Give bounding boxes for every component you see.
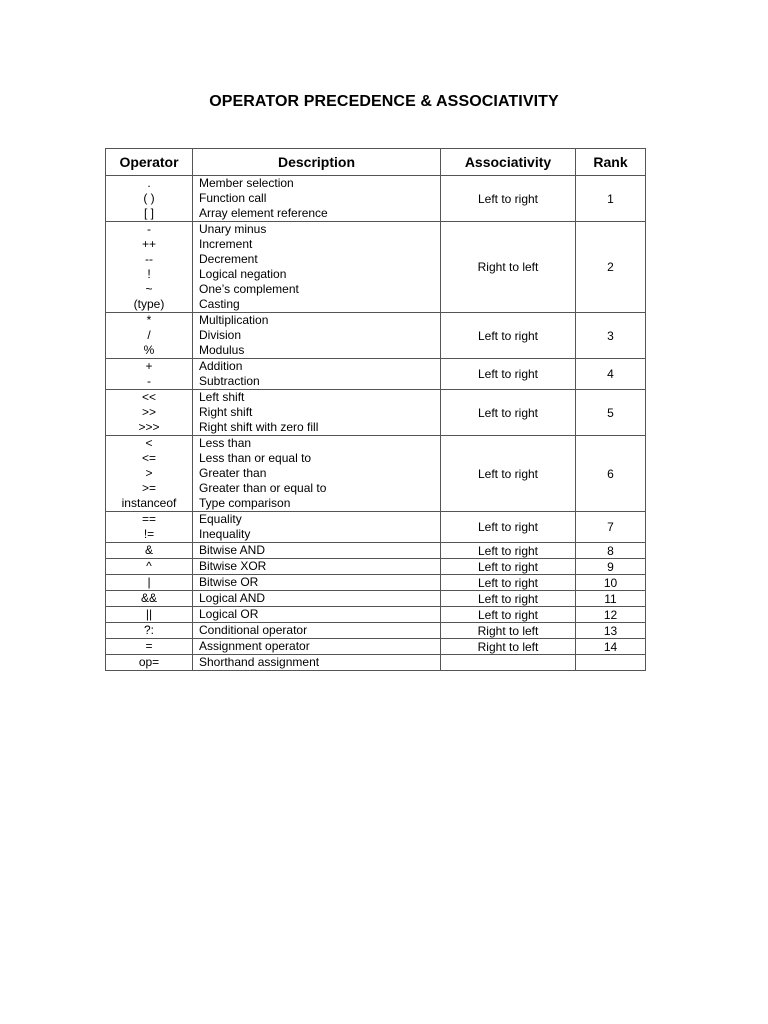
operator-symbol: >>> bbox=[138, 420, 160, 434]
operator-description: Greater than or equal to bbox=[199, 481, 327, 495]
description-cell bbox=[193, 623, 441, 639]
associativity-cell: Left to right bbox=[441, 359, 576, 390]
operator-description: Bitwise AND bbox=[199, 543, 266, 557]
rank-cell: 6 bbox=[576, 436, 646, 512]
description-cell bbox=[193, 390, 441, 436]
operator-symbol: < bbox=[145, 436, 153, 450]
operator-description: Addition bbox=[199, 359, 243, 373]
description-cell bbox=[193, 313, 441, 359]
operator-precedence-table bbox=[105, 148, 646, 671]
operator-description: Left shift bbox=[199, 390, 245, 404]
operator-description: Less than bbox=[199, 436, 252, 450]
operator-description: Inequality bbox=[199, 527, 251, 541]
operator-description: Bitwise XOR bbox=[199, 559, 267, 573]
rank-cell: 2 bbox=[576, 222, 646, 313]
rank-cell: 12 bbox=[576, 607, 646, 623]
associativity-cell: Left to right bbox=[441, 512, 576, 543]
table-row bbox=[106, 623, 646, 639]
description-cell bbox=[193, 359, 441, 390]
operator-symbol: | bbox=[147, 575, 151, 589]
operator-symbol: || bbox=[145, 607, 153, 621]
rank-cell: 9 bbox=[576, 559, 646, 575]
operator-symbol: && bbox=[140, 591, 157, 605]
operator-symbol: >= bbox=[141, 481, 156, 495]
operator-symbol: ++ bbox=[141, 237, 156, 251]
operator-cell bbox=[106, 222, 193, 313]
operator-cell bbox=[106, 512, 193, 543]
operator-cell bbox=[106, 591, 193, 607]
associativity-cell: Right to left bbox=[441, 222, 576, 313]
operator-symbol: (type) bbox=[133, 297, 165, 311]
operator-symbol: <= bbox=[141, 451, 156, 465]
description-cell bbox=[193, 607, 441, 623]
operator-description: Member selection bbox=[199, 176, 294, 190]
operator-symbol: << bbox=[141, 390, 156, 404]
operator-symbol: + bbox=[145, 359, 153, 373]
table-row bbox=[106, 222, 646, 313]
operator-description: Decrement bbox=[199, 252, 258, 266]
table-row bbox=[106, 607, 646, 623]
operator-description: Casting bbox=[199, 297, 240, 311]
table-body bbox=[106, 176, 646, 671]
associativity-cell: Left to right bbox=[441, 436, 576, 512]
operator-cell bbox=[106, 575, 193, 591]
table-row bbox=[106, 176, 646, 222]
operator-symbol: . bbox=[147, 176, 151, 190]
description-cell bbox=[193, 575, 441, 591]
header-rank: Rank bbox=[576, 149, 646, 176]
table-row bbox=[106, 313, 646, 359]
description-cell bbox=[193, 543, 441, 559]
associativity-cell: Left to right bbox=[441, 575, 576, 591]
description-cell bbox=[193, 512, 441, 543]
operator-symbol: = bbox=[145, 639, 153, 653]
operator-cell bbox=[106, 359, 193, 390]
table-header-row bbox=[106, 149, 646, 176]
page-title: OPERATOR PRECEDENCE & ASSOCIATIVITY bbox=[209, 93, 559, 110]
description-cell bbox=[193, 639, 441, 655]
description-cell bbox=[193, 559, 441, 575]
operator-cell bbox=[106, 313, 193, 359]
operator-description: Assignment operator bbox=[199, 639, 310, 653]
operator-description: Greater than bbox=[199, 466, 267, 480]
operator-symbol: % bbox=[143, 343, 155, 357]
rank-cell: 5 bbox=[576, 390, 646, 436]
operator-description: Shorthand assignment bbox=[199, 655, 320, 669]
associativity-cell: Left to right bbox=[441, 591, 576, 607]
table-row bbox=[106, 436, 646, 512]
operator-description: Subtraction bbox=[199, 374, 260, 388]
description-cell bbox=[193, 222, 441, 313]
operator-description: One’s complement bbox=[199, 282, 299, 296]
operator-description: Unary minus bbox=[199, 222, 267, 236]
operator-symbol: ! bbox=[147, 267, 151, 281]
table-row bbox=[106, 543, 646, 559]
operator-cell bbox=[106, 176, 193, 222]
associativity-cell: Left to right bbox=[441, 543, 576, 559]
operator-description: Multiplication bbox=[199, 313, 269, 327]
operator-cell bbox=[106, 436, 193, 512]
operator-symbol: instanceof bbox=[121, 496, 177, 510]
operator-symbol: ?: bbox=[143, 623, 154, 637]
operator-description: Modulus bbox=[199, 343, 245, 357]
operator-symbol: * bbox=[146, 313, 152, 327]
operator-symbol: -- bbox=[145, 252, 153, 266]
operator-description: Type comparison bbox=[199, 496, 291, 510]
operator-symbol: & bbox=[144, 543, 153, 557]
table-row bbox=[106, 575, 646, 591]
operator-symbol: ~ bbox=[145, 282, 153, 296]
associativity-cell bbox=[441, 655, 576, 671]
operator-symbol: ^ bbox=[146, 559, 152, 573]
operator-cell bbox=[106, 639, 193, 655]
operator-description: Array element reference bbox=[199, 206, 328, 220]
operator-description: Logical OR bbox=[199, 607, 259, 621]
rank-cell: 13 bbox=[576, 623, 646, 639]
operator-symbol: != bbox=[143, 527, 155, 541]
table-row bbox=[106, 655, 646, 671]
operator-description: Right shift bbox=[199, 405, 253, 419]
operator-symbol: - bbox=[147, 374, 151, 388]
operator-cell bbox=[106, 390, 193, 436]
header-associativity: Associativity bbox=[441, 149, 576, 176]
rank-cell: 7 bbox=[576, 512, 646, 543]
operator-cell bbox=[106, 543, 193, 559]
rank-cell: 11 bbox=[576, 591, 646, 607]
associativity-cell: Left to right bbox=[441, 176, 576, 222]
operator-description: Logical AND bbox=[199, 591, 266, 605]
description-cell bbox=[193, 176, 441, 222]
associativity-cell: Left to right bbox=[441, 607, 576, 623]
rank-cell: 1 bbox=[576, 176, 646, 222]
rank-cell: 4 bbox=[576, 359, 646, 390]
operator-cell bbox=[106, 655, 193, 671]
operator-description: Function call bbox=[199, 191, 267, 205]
operator-symbol: == bbox=[141, 512, 156, 526]
operator-description: Less than or equal to bbox=[199, 451, 312, 465]
operator-symbol: / bbox=[147, 328, 151, 342]
operator-description: Increment bbox=[199, 237, 253, 251]
rank-cell: 8 bbox=[576, 543, 646, 559]
operator-description: Conditional operator bbox=[199, 623, 308, 637]
operator-symbol: [ ] bbox=[143, 206, 154, 220]
header-operator: Operator bbox=[106, 149, 193, 176]
rank-cell: 3 bbox=[576, 313, 646, 359]
associativity-cell: Left to right bbox=[441, 390, 576, 436]
operator-symbol: > bbox=[145, 466, 153, 480]
operator-description: Logical negation bbox=[199, 267, 287, 281]
operator-cell bbox=[106, 623, 193, 639]
table-row bbox=[106, 512, 646, 543]
operator-symbol: >> bbox=[141, 405, 156, 419]
header-description: Description bbox=[193, 149, 441, 176]
operator-symbol: - bbox=[147, 222, 151, 236]
table-row bbox=[106, 591, 646, 607]
associativity-cell: Left to right bbox=[441, 559, 576, 575]
table-row bbox=[106, 639, 646, 655]
table-row bbox=[106, 559, 646, 575]
table-row bbox=[106, 359, 646, 390]
operator-cell bbox=[106, 607, 193, 623]
description-cell bbox=[193, 591, 441, 607]
rank-cell bbox=[576, 655, 646, 671]
description-cell bbox=[193, 436, 441, 512]
operator-description: Division bbox=[199, 328, 242, 342]
operator-description: Bitwise OR bbox=[199, 575, 259, 589]
operator-symbol: ( ) bbox=[143, 191, 155, 205]
operator-symbol: op= bbox=[138, 655, 160, 669]
associativity-cell: Right to left bbox=[441, 639, 576, 655]
operator-description: Right shift with zero fill bbox=[199, 420, 319, 434]
rank-cell: 10 bbox=[576, 575, 646, 591]
associativity-cell: Right to left bbox=[441, 623, 576, 639]
operator-description: Equality bbox=[199, 512, 242, 526]
table-row bbox=[106, 390, 646, 436]
associativity-cell: Left to right bbox=[441, 313, 576, 359]
rank-cell: 14 bbox=[576, 639, 646, 655]
description-cell bbox=[193, 655, 441, 671]
operator-cell bbox=[106, 559, 193, 575]
